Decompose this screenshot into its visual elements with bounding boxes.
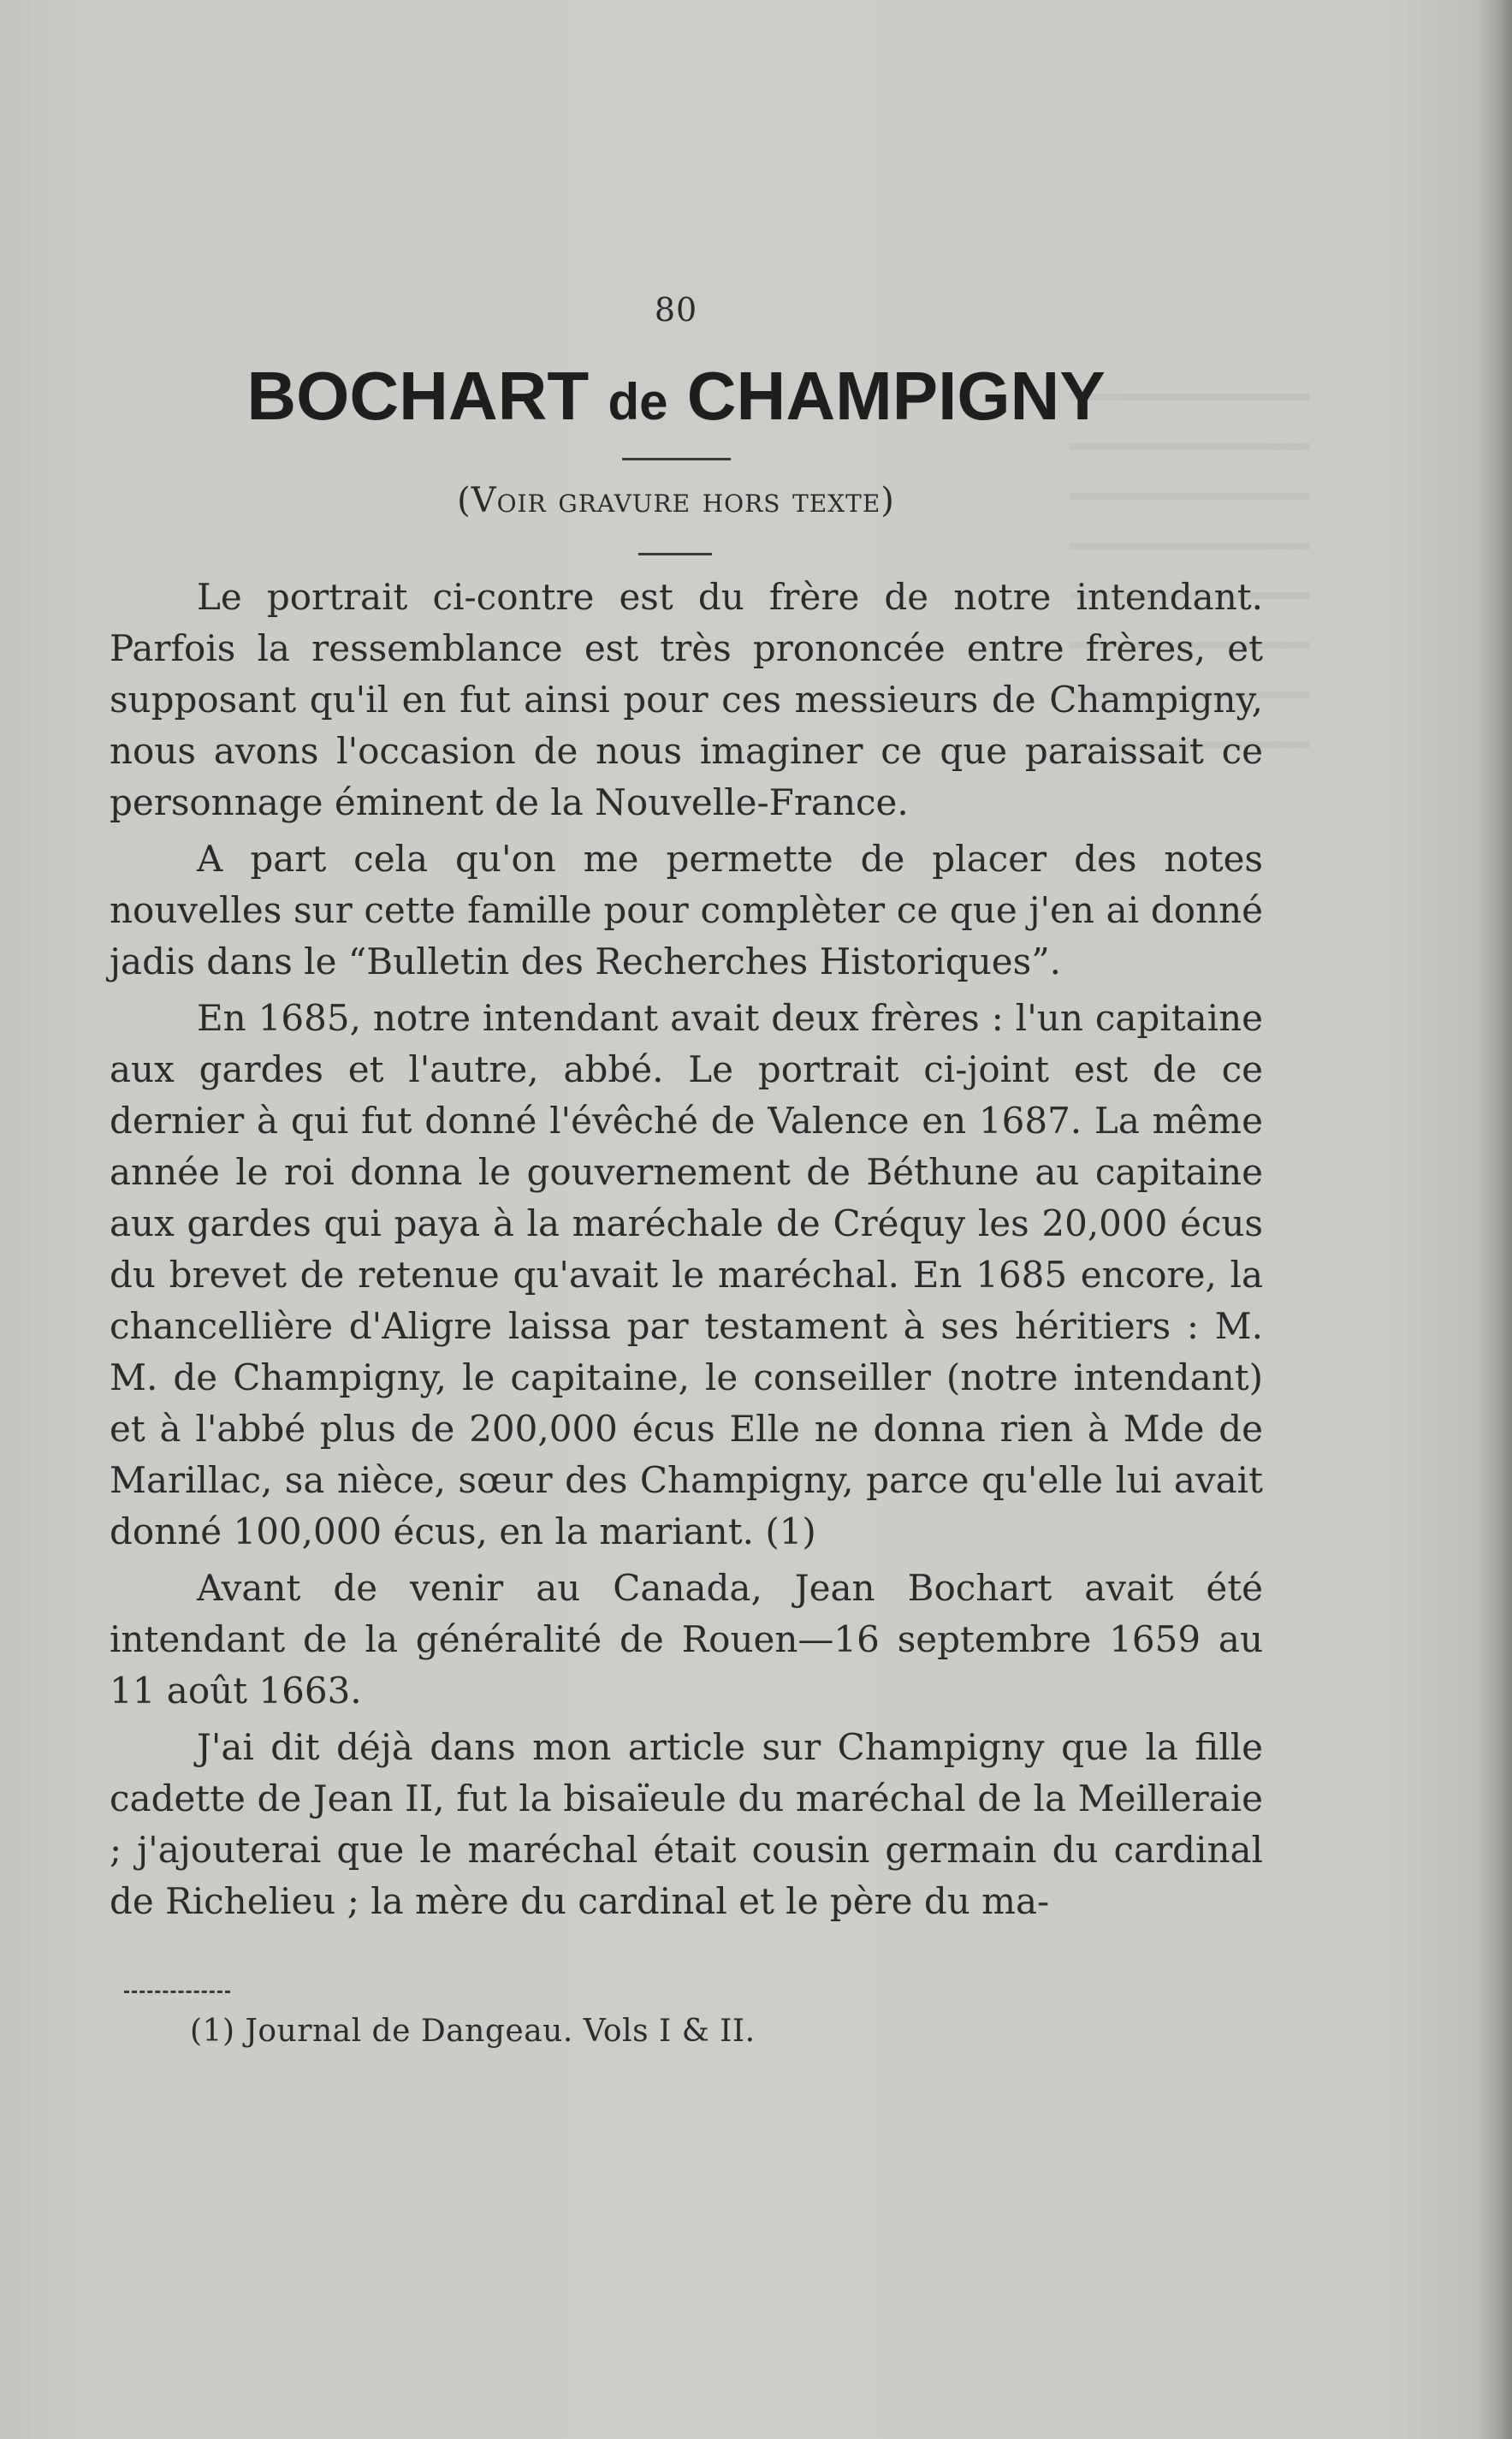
- page-number: 80: [654, 291, 698, 329]
- paragraph: A part cela qu'on me permette de placer des notes nouvelles sur cette famille pour complèter ce que j'en ai donné jadis dans le “Bulletin des Recherches Historiques”.: [110, 838, 1263, 982]
- footnote-divider: [124, 1991, 230, 1993]
- title-rule: [622, 458, 731, 460]
- paragraph: J'ai dit déjà dans mon article sur Champigny que la fille cadette de Jean II, fut la bisaïeule du maréchal de la Meilleraie ; j'ajouterai que le maréchal était cousin germain du cardinal de Richelieu ; la mère du cardinal et le père du ma-: [110, 1726, 1263, 1922]
- page-gutter-shadow: [1478, 0, 1512, 2439]
- paragraph: En 1685, notre intendant avait deux frères : l'un capitaine aux gardes et l'autre, abbé. Le portrait ci-joint est de ce dernier à qui fut donné l'évêché de Valence en 1687. La même année le roi donna le gouvernement de Béthune au capitaine aux gardes qui paya à la maréchale de Créquy les 20,000 écus du brevet de retenue qu'avait le maréchal. En 1685 encore, la chancellière d'Aligre laissa par testament à ses héritiers : M. M. de Champigny, le capitaine, le conseiller (notre intendant) et à l'abbé plus de 200,000 écus Elle ne donna rien à Mde de Marillac, sa nièce, sœur des Champigny, parce qu'elle lui avait donné 100,000 écus, en la mariant. (1): [110, 997, 1263, 1552]
- paragraph: Avant de venir au Canada, Jean Bochart avait été intendant de la généralité de Rouen—16 septembre 1659 au 11 août 1663.: [110, 1567, 1263, 1712]
- article-subtitle: (Voir gravure hors texte): [457, 481, 895, 520]
- title-particle: de: [608, 373, 668, 430]
- title-name: CHAMPIGNY: [686, 358, 1106, 434]
- article-title: [0, 355, 1352, 443]
- article-body: [110, 572, 1263, 1932]
- subtitle-rule: [638, 553, 712, 555]
- title-main: BOCHART: [246, 358, 590, 434]
- paragraph: Le portrait ci-contre est du frère de notre intendant. Parfois la ressemblance est très prononcée entre frères, et supposant qu'il en fut ainsi pour ces messieurs de Champigny, nous avons l'occasion de nous imaginer ce que paraissait ce personnage éminent de la Nouvelle-France.: [110, 576, 1263, 823]
- footnote: (1) Journal de Dangeau. Vols I & II.: [190, 2014, 756, 2049]
